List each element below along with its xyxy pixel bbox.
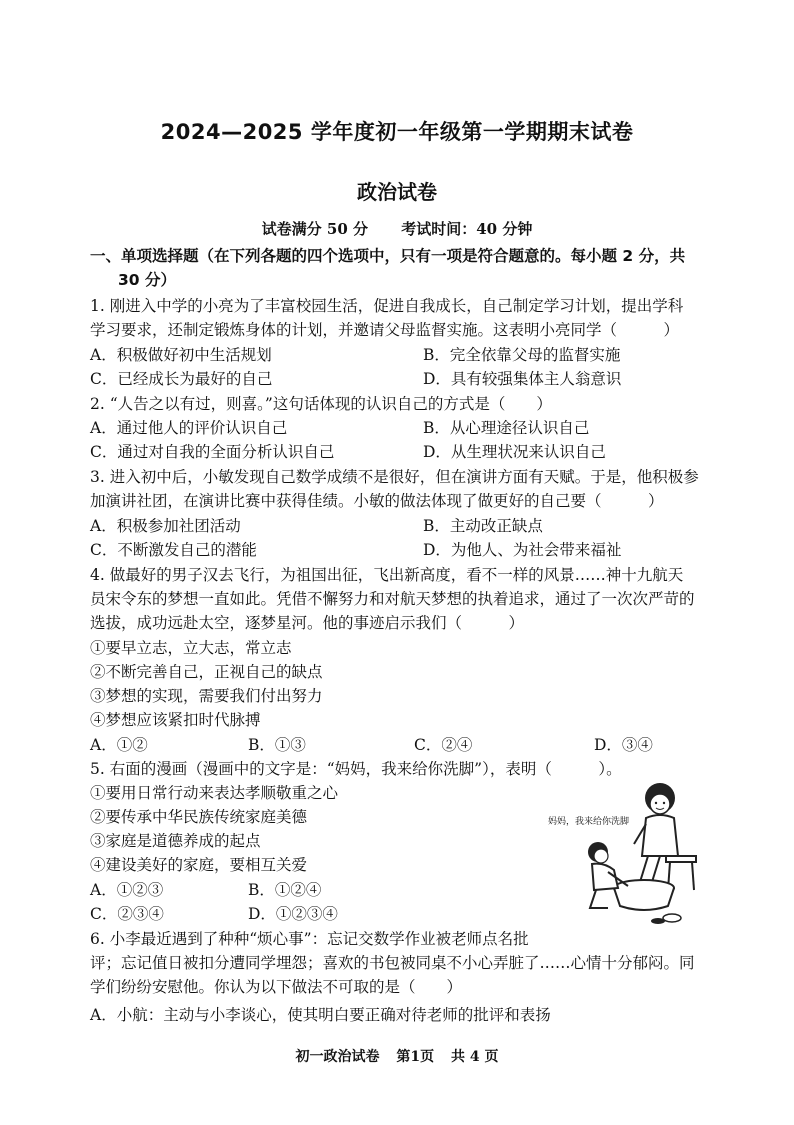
exam-time: 考试时间：40 分钟 [401, 220, 533, 238]
question-5-option-b: B．①②④ [248, 881, 322, 899]
question-4-stem-cont-2: 选拔，成功远赴太空，逐梦星河。他的事迹启示我们（ ） [90, 614, 525, 632]
question-4-statement-3: ③梦想的实现，需要我们付出努力 [90, 687, 323, 705]
question-1-option-c: C．已经成长为最好的自己 [90, 370, 273, 388]
question-4-option-c: C．②④ [414, 736, 473, 754]
question-3-stem: 3. 进入初中后，小敏发现自己数学成绩不是很好，但在演讲方面有天赋。于是，他积极参 [90, 468, 699, 486]
question-4-stem-cont: 员宋令东的梦想一直如此。凭借不懈努力和对航天梦想的执着追求，通过了一次次严苛的 [90, 590, 695, 608]
question-5-statement-2: ②要传承中华民族传统家庭美德 [90, 808, 308, 826]
question-4-statement-2: ②不断完善自己，正视自己的缺点 [90, 663, 323, 681]
question-2-option-a: A．通过他人的评价认识自己 [90, 419, 288, 437]
question-3-option-c: C．不断激发自己的潜能 [90, 541, 257, 559]
question-4-statement-1: ①要早立志，立大志，常立志 [90, 639, 292, 657]
footer-page-total: 共 4 页 [451, 1049, 499, 1065]
question-6-stem-cont: 评；忘记值日被扣分遭同学埋怨；喜欢的书包被同桌不小心弄脏了……心情十分郁闷。同 [90, 954, 695, 972]
question-5-stem: 5. 右面的漫画（漫画中的文字是：“妈妈，我来给你洗脚”），表明（ ）。 [90, 760, 622, 778]
footer-exam-name: 初一政治试卷 [295, 1049, 380, 1065]
question-4-statement-4: ④梦想应该紧扣时代脉搏 [90, 711, 261, 729]
subject-title: 政治试卷 [357, 180, 437, 204]
question-4-option-a: A．①② [90, 736, 148, 754]
question-5-option-c: C．②③④ [90, 905, 164, 923]
full-score: 试卷满分 50 分 [261, 220, 368, 238]
question-6-stem-cont-2: 学们纷纷安慰他。你认为以下做法不可取的是（ ） [90, 978, 463, 996]
question-4-stem: 4. 做最好的男子汉去飞行，为祖国出征，飞出新高度，看不一样的风景……神十九航天 [90, 566, 684, 584]
footer-page-number: 第1页 [396, 1049, 435, 1065]
section-heading-cont: 30 分） [118, 271, 176, 289]
question-2-option-d: D．从生理状况来认识自己 [423, 443, 606, 461]
comic-caption: 妈妈，我来给你洗脚 [548, 817, 630, 827]
question-2-stem: 2. “人告之以有过，则喜。”这句话体现的认识自己的方式是（ ） [90, 395, 552, 413]
question-4-option-b: B．①③ [248, 736, 306, 754]
question-1-option-b: B．完全依靠父母的监督实施 [423, 346, 621, 364]
question-1-stem-cont: 学习要求，还制定锻炼身体的计划，并邀请父母监督实施。这表明小亮同学（ ） [90, 321, 680, 339]
question-1-option-a: A．积极做好初中生活规划 [90, 346, 272, 364]
exam-meta [0, 218, 794, 239]
page-title: 2024—2025 学年度初一年级第一学期期末试卷 [160, 120, 634, 144]
question-3-option-d: D．为他人、为社会带来福祉 [423, 541, 622, 559]
question-2-option-c: C．通过对自我的全面分析认识自己 [90, 443, 335, 461]
question-5-option-d: D．①②③④ [248, 905, 338, 923]
question-5-option-a: A．①②③ [90, 881, 164, 899]
question-5-statement-4: ④建设美好的家庭，要相互关爱 [90, 856, 308, 874]
question-1-option-d: D．具有较强集体主人翁意识 [423, 370, 622, 388]
question-5-statement-3: ③家庭是道德养成的起点 [90, 832, 261, 850]
question-6-stem: 6. 小李最近遇到了种种“烦心事”：忘记交数学作业被老师点名批 [90, 930, 529, 948]
question-4-option-d: D．③④ [594, 736, 653, 754]
question-2-option-b: B．从心理途径认识自己 [423, 419, 590, 437]
foot-washing-icon [548, 778, 708, 928]
section-heading: 一、单项选择题（在下列各题的四个选项中，只有一项是符合题意的。每小题 2 分，共 [90, 247, 686, 265]
page-footer [0, 1046, 794, 1066]
comic-illustration [548, 778, 708, 928]
question-5-statement-1: ①要用日常行动来表达孝顺敬重之心 [90, 784, 339, 802]
question-3-option-a: A．积极参加社团活动 [90, 517, 241, 535]
question-6-option-a: A．小航：主动与小李谈心，使其明白要正确对待老师的批评和表扬 [90, 1006, 551, 1024]
question-3-option-b: B．主动改正缺点 [423, 517, 543, 535]
question-3-stem-cont: 加演讲社团，在演讲比赛中获得佳绩。小敏的做法体现了做更好的自己要（ ） [90, 492, 664, 510]
question-1-stem: 1. 刚进入中学的小亮为了丰富校园生活，促进自我成长，自己制定学习计划，提出学科 [90, 297, 684, 315]
